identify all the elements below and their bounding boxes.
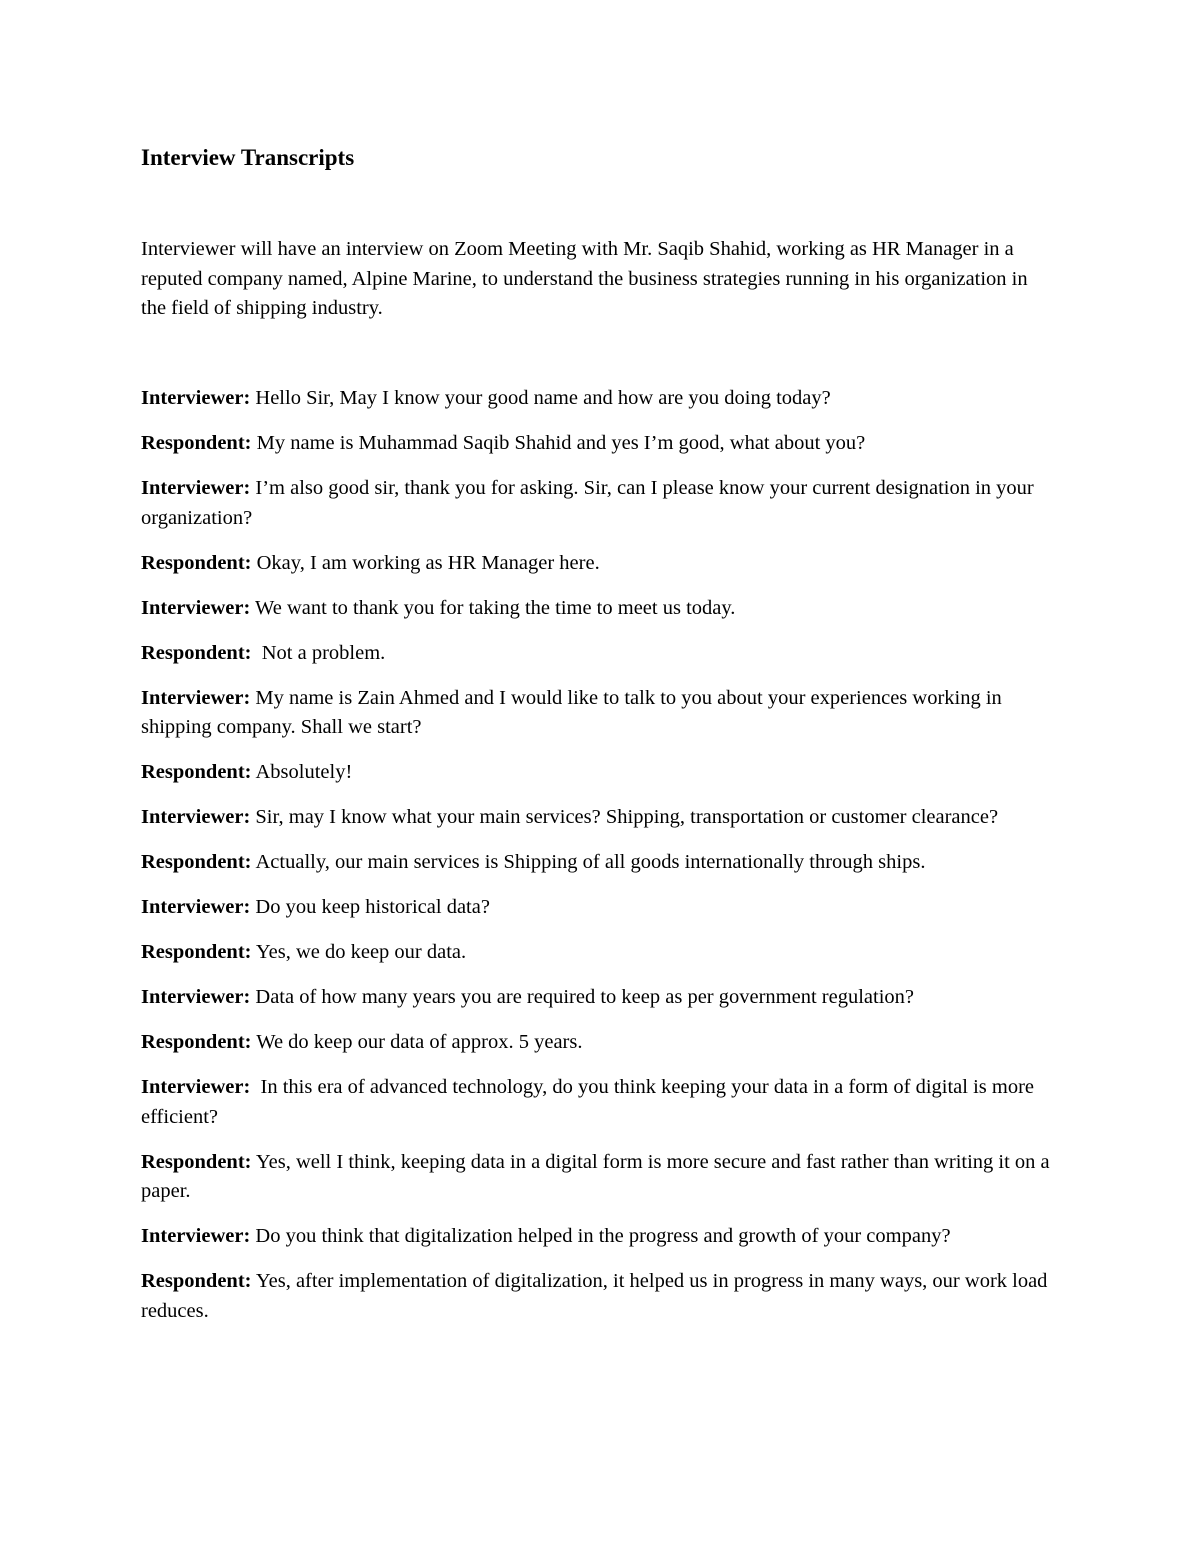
utterance-text: Do you think that digitalization helped in the progress and growth of your company? — [250, 1225, 951, 1247]
intro-paragraph: Interviewer will have an interview on Zoom Meeting with Mr. Saqib Shahid, working as HR Manager in a reputed company named, Alpine Marine, to understand the business strategies running in his organization in the field of shipping industry. — [141, 238, 1028, 319]
utterance-text: Not a problem. — [251, 641, 386, 664]
utterance-text: Data of how many years you are required to keep as per government regulation? — [250, 986, 914, 1008]
speaker-label: Respondent: — [141, 641, 252, 664]
transcript-turn — [141, 983, 1056, 1013]
transcript-turn — [141, 1267, 1056, 1326]
transcript-turn — [141, 803, 1056, 833]
transcript-turn — [141, 429, 1056, 459]
speaker-label: Respondent: — [141, 432, 252, 454]
utterance-text: Okay, I am working as HR Manager here. — [251, 551, 600, 574]
transcript-turn — [141, 384, 1056, 414]
speaker-label: Interviewer: — [141, 477, 251, 499]
speaker-label: Respondent: — [141, 851, 252, 873]
transcript-turn — [141, 938, 1056, 968]
speaker-label: Interviewer: — [141, 806, 251, 828]
utterance-text: Sir, may I know what your main services? Shipping, transportation or customer clearance? — [250, 806, 999, 828]
speaker-label: Interviewer: — [141, 387, 251, 409]
utterance-text: Yes, we do keep our data. — [251, 941, 467, 963]
transcript-turn — [141, 684, 1056, 743]
utterance-text: I’m also good sir, thank you for asking. Sir, can I please know your current designation in your organization? — [141, 477, 1039, 529]
transcript — [141, 384, 1056, 1342]
transcript-turn — [141, 549, 1056, 579]
speaker-label: Respondent: — [141, 1031, 252, 1053]
utterance-text: Hello Sir, May I know your good name and how are you doing today? — [250, 387, 831, 409]
utterance-text: My name is Muhammad Saqib Shahid and yes I’m good, what about you? — [251, 432, 866, 454]
utterance-text: My name is Zain Ahmed and I would like to talk to you about your experiences working in shipping company. Shall we start? — [141, 686, 1007, 738]
transcript-turn — [141, 758, 1056, 788]
speaker-label: Respondent: — [141, 761, 252, 783]
transcript-turn — [141, 1222, 1056, 1252]
speaker-label: Interviewer: — [141, 896, 251, 918]
utterance-text: Absolutely! — [251, 761, 353, 783]
speaker-label: Interviewer: — [141, 1225, 251, 1247]
transcript-turn — [141, 1148, 1056, 1207]
transcript-turn — [141, 893, 1056, 923]
speaker-label: Interviewer: — [141, 686, 251, 709]
document-title: Interview Transcripts — [141, 145, 355, 170]
transcript-turn — [141, 1073, 1056, 1132]
utterance-text: Do you keep historical data? — [250, 896, 490, 918]
transcript-turn — [141, 474, 1056, 533]
speaker-label: Respondent: — [141, 941, 252, 963]
speaker-label: Interviewer: — [141, 596, 251, 619]
speaker-label: Respondent: — [141, 1270, 252, 1292]
utterance-text: We want to thank you for taking the time to meet us today. — [250, 596, 736, 619]
speaker-label: Interviewer: — [141, 1076, 251, 1098]
transcript-turn — [141, 1028, 1056, 1058]
speaker-label: Respondent: — [141, 1150, 252, 1173]
transcript-turn — [141, 594, 1056, 624]
utterance-text: In this era of advanced technology, do you think keeping your data in a form of digital is more efficient? — [141, 1076, 1040, 1128]
transcript-turn — [141, 848, 1056, 878]
utterance-text: Actually, our main services is Shipping of all goods internationally through ships. — [251, 851, 926, 873]
utterance-text: Yes, well I think, keeping data in a digital form is more secure and fast rather than writing it on a paper. — [141, 1150, 1055, 1202]
utterance-text: Yes, after implementation of digitalization, it helped us in progress in many ways, our work load reduces. — [141, 1270, 1053, 1322]
speaker-label: Interviewer: — [141, 986, 251, 1008]
transcript-turn — [141, 639, 1056, 669]
speaker-label: Respondent: — [141, 551, 252, 574]
utterance-text: We do keep our data of approx. 5 years. — [251, 1031, 583, 1053]
